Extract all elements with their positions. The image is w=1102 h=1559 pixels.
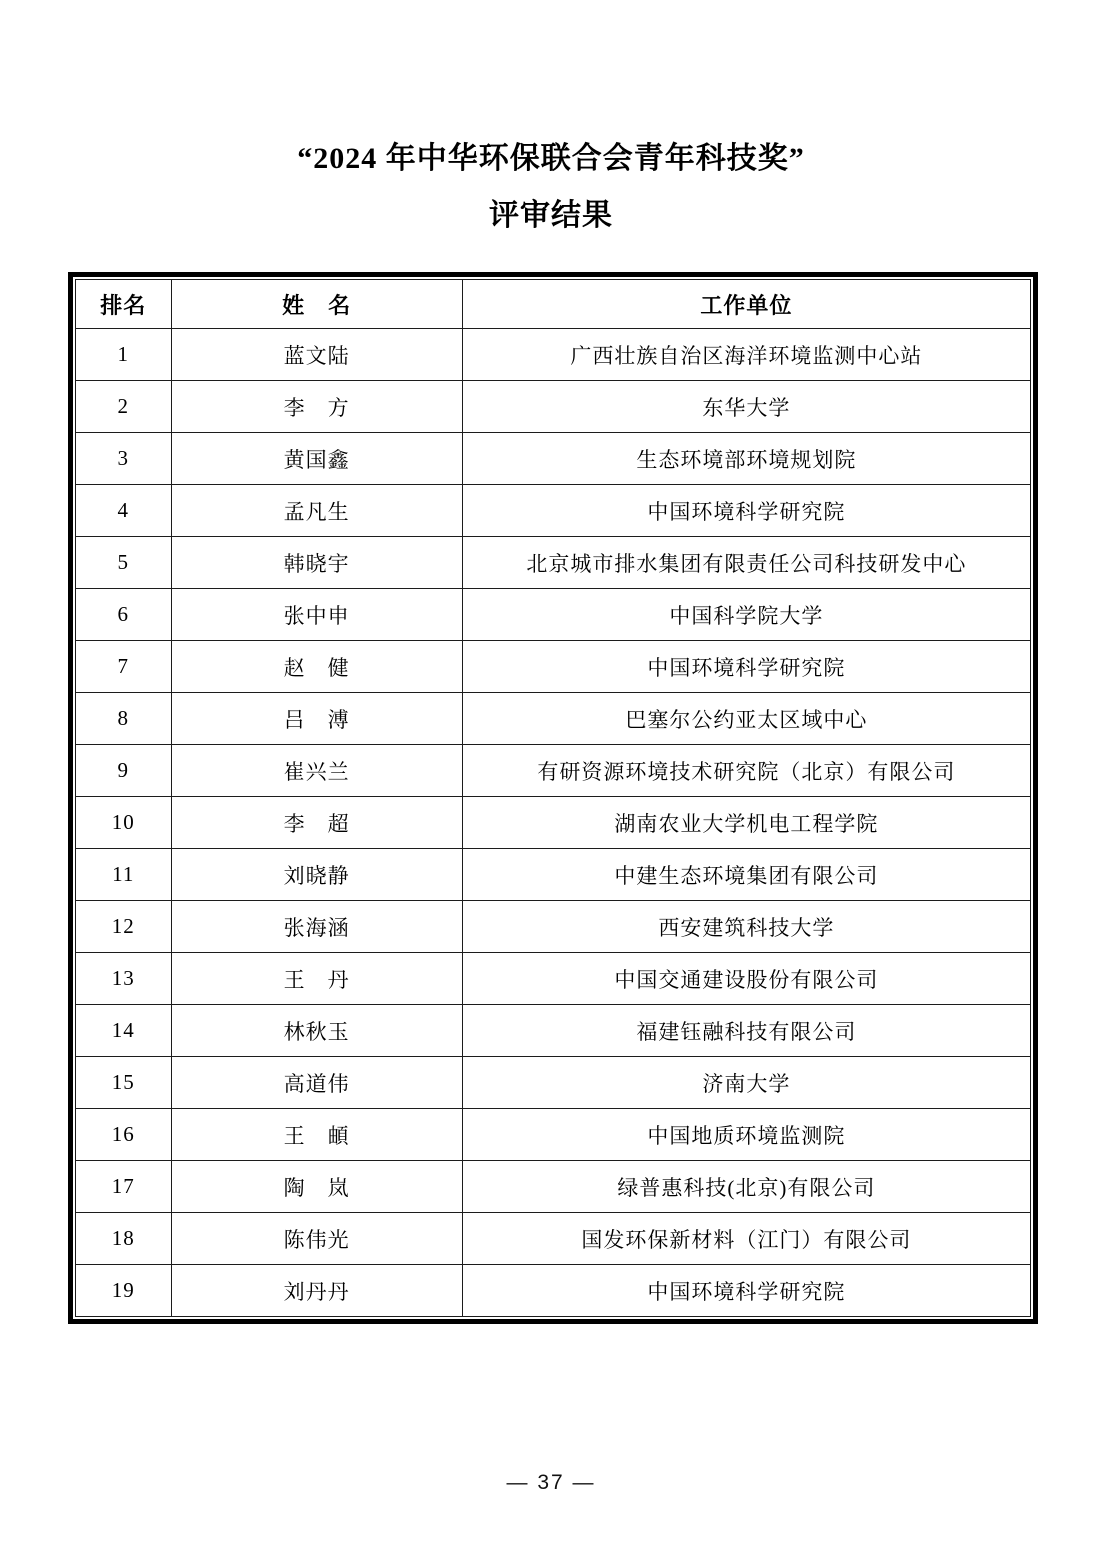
rank-cell: 7 bbox=[76, 641, 172, 693]
table-row bbox=[76, 797, 1031, 849]
name-cell: 陶 岚 bbox=[171, 1161, 462, 1213]
header-name: 姓 名 bbox=[171, 280, 462, 329]
table-row bbox=[76, 381, 1031, 433]
rank-cell: 2 bbox=[76, 381, 172, 433]
table-row bbox=[76, 693, 1031, 745]
title-block bbox=[0, 0, 1102, 244]
results-table-frame bbox=[68, 272, 1038, 1324]
table-row bbox=[76, 1265, 1031, 1317]
rank-cell: 17 bbox=[76, 1161, 172, 1213]
page-title-line1: “2024 年中华环保联合会青年科技奖” bbox=[297, 142, 805, 175]
table-row bbox=[76, 433, 1031, 485]
table-row bbox=[76, 641, 1031, 693]
name-cell: 王 丹 bbox=[171, 953, 462, 1005]
unit-cell: 生态环境部环境规划院 bbox=[462, 433, 1030, 485]
unit-cell: 中国科学院大学 bbox=[462, 589, 1030, 641]
unit-cell: 中国交通建设股份有限公司 bbox=[462, 953, 1030, 1005]
unit-cell: 广西壮族自治区海洋环境监测中心站 bbox=[462, 329, 1030, 381]
table-row bbox=[76, 953, 1031, 1005]
name-cell: 陈伟光 bbox=[171, 1213, 462, 1265]
name-cell: 蓝文陆 bbox=[171, 329, 462, 381]
unit-cell: 北京城市排水集团有限责任公司科技研发中心 bbox=[462, 537, 1030, 589]
unit-cell: 福建钰融科技有限公司 bbox=[462, 1005, 1030, 1057]
table-row bbox=[76, 1057, 1031, 1109]
table-row bbox=[76, 745, 1031, 797]
rank-cell: 18 bbox=[76, 1213, 172, 1265]
table-row bbox=[76, 1109, 1031, 1161]
unit-cell: 东华大学 bbox=[462, 381, 1030, 433]
unit-cell: 巴塞尔公约亚太区域中心 bbox=[462, 693, 1030, 745]
rank-cell: 12 bbox=[76, 901, 172, 953]
name-cell: 刘晓静 bbox=[171, 849, 462, 901]
rank-cell: 19 bbox=[76, 1265, 172, 1317]
name-cell: 赵 健 bbox=[171, 641, 462, 693]
table-row bbox=[76, 537, 1031, 589]
page-number: — 37 — bbox=[506, 1471, 596, 1494]
results-table bbox=[75, 279, 1031, 1317]
rank-cell: 14 bbox=[76, 1005, 172, 1057]
unit-cell: 中国地质环境监测院 bbox=[462, 1109, 1030, 1161]
table-body bbox=[76, 329, 1031, 1317]
unit-cell: 有研资源环境技术研究院（北京）有限公司 bbox=[462, 745, 1030, 797]
name-cell: 刘丹丹 bbox=[171, 1265, 462, 1317]
header-unit: 工作单位 bbox=[462, 280, 1030, 329]
unit-cell: 中建生态环境集团有限公司 bbox=[462, 849, 1030, 901]
unit-cell: 中国环境科学研究院 bbox=[462, 1265, 1030, 1317]
name-cell: 韩晓宇 bbox=[171, 537, 462, 589]
rank-cell: 6 bbox=[76, 589, 172, 641]
table-row bbox=[76, 849, 1031, 901]
unit-cell: 济南大学 bbox=[462, 1057, 1030, 1109]
rank-cell: 15 bbox=[76, 1057, 172, 1109]
unit-cell: 湖南农业大学机电工程学院 bbox=[462, 797, 1030, 849]
table-row bbox=[76, 589, 1031, 641]
name-cell: 孟凡生 bbox=[171, 485, 462, 537]
table-row bbox=[76, 1161, 1031, 1213]
rank-cell: 9 bbox=[76, 745, 172, 797]
name-cell: 张海涵 bbox=[171, 901, 462, 953]
name-cell: 李 方 bbox=[171, 381, 462, 433]
rank-cell: 1 bbox=[76, 329, 172, 381]
table-row bbox=[76, 901, 1031, 953]
rank-cell: 5 bbox=[76, 537, 172, 589]
table-row bbox=[76, 329, 1031, 381]
name-cell: 高道伟 bbox=[171, 1057, 462, 1109]
table-row bbox=[76, 1213, 1031, 1265]
name-cell: 王 頔 bbox=[171, 1109, 462, 1161]
name-cell: 张中申 bbox=[171, 589, 462, 641]
unit-cell: 绿普惠科技(北京)有限公司 bbox=[462, 1161, 1030, 1213]
rank-cell: 16 bbox=[76, 1109, 172, 1161]
rank-cell: 13 bbox=[76, 953, 172, 1005]
rank-cell: 10 bbox=[76, 797, 172, 849]
page-title-line2: 评审结果 bbox=[489, 199, 613, 232]
name-cell: 崔兴兰 bbox=[171, 745, 462, 797]
name-cell: 黄国鑫 bbox=[171, 433, 462, 485]
name-cell: 吕 溥 bbox=[171, 693, 462, 745]
rank-cell: 4 bbox=[76, 485, 172, 537]
rank-cell: 8 bbox=[76, 693, 172, 745]
unit-cell: 国发环保新材料（江门）有限公司 bbox=[462, 1213, 1030, 1265]
header-rank: 排名 bbox=[76, 280, 172, 329]
table-header-row bbox=[76, 280, 1031, 329]
table-header bbox=[76, 280, 1031, 329]
name-cell: 林秋玉 bbox=[171, 1005, 462, 1057]
unit-cell: 中国环境科学研究院 bbox=[462, 485, 1030, 537]
table-row bbox=[76, 1005, 1031, 1057]
table-row bbox=[76, 485, 1031, 537]
rank-cell: 11 bbox=[76, 849, 172, 901]
unit-cell: 西安建筑科技大学 bbox=[462, 901, 1030, 953]
name-cell: 李 超 bbox=[171, 797, 462, 849]
unit-cell: 中国环境科学研究院 bbox=[462, 641, 1030, 693]
rank-cell: 3 bbox=[76, 433, 172, 485]
